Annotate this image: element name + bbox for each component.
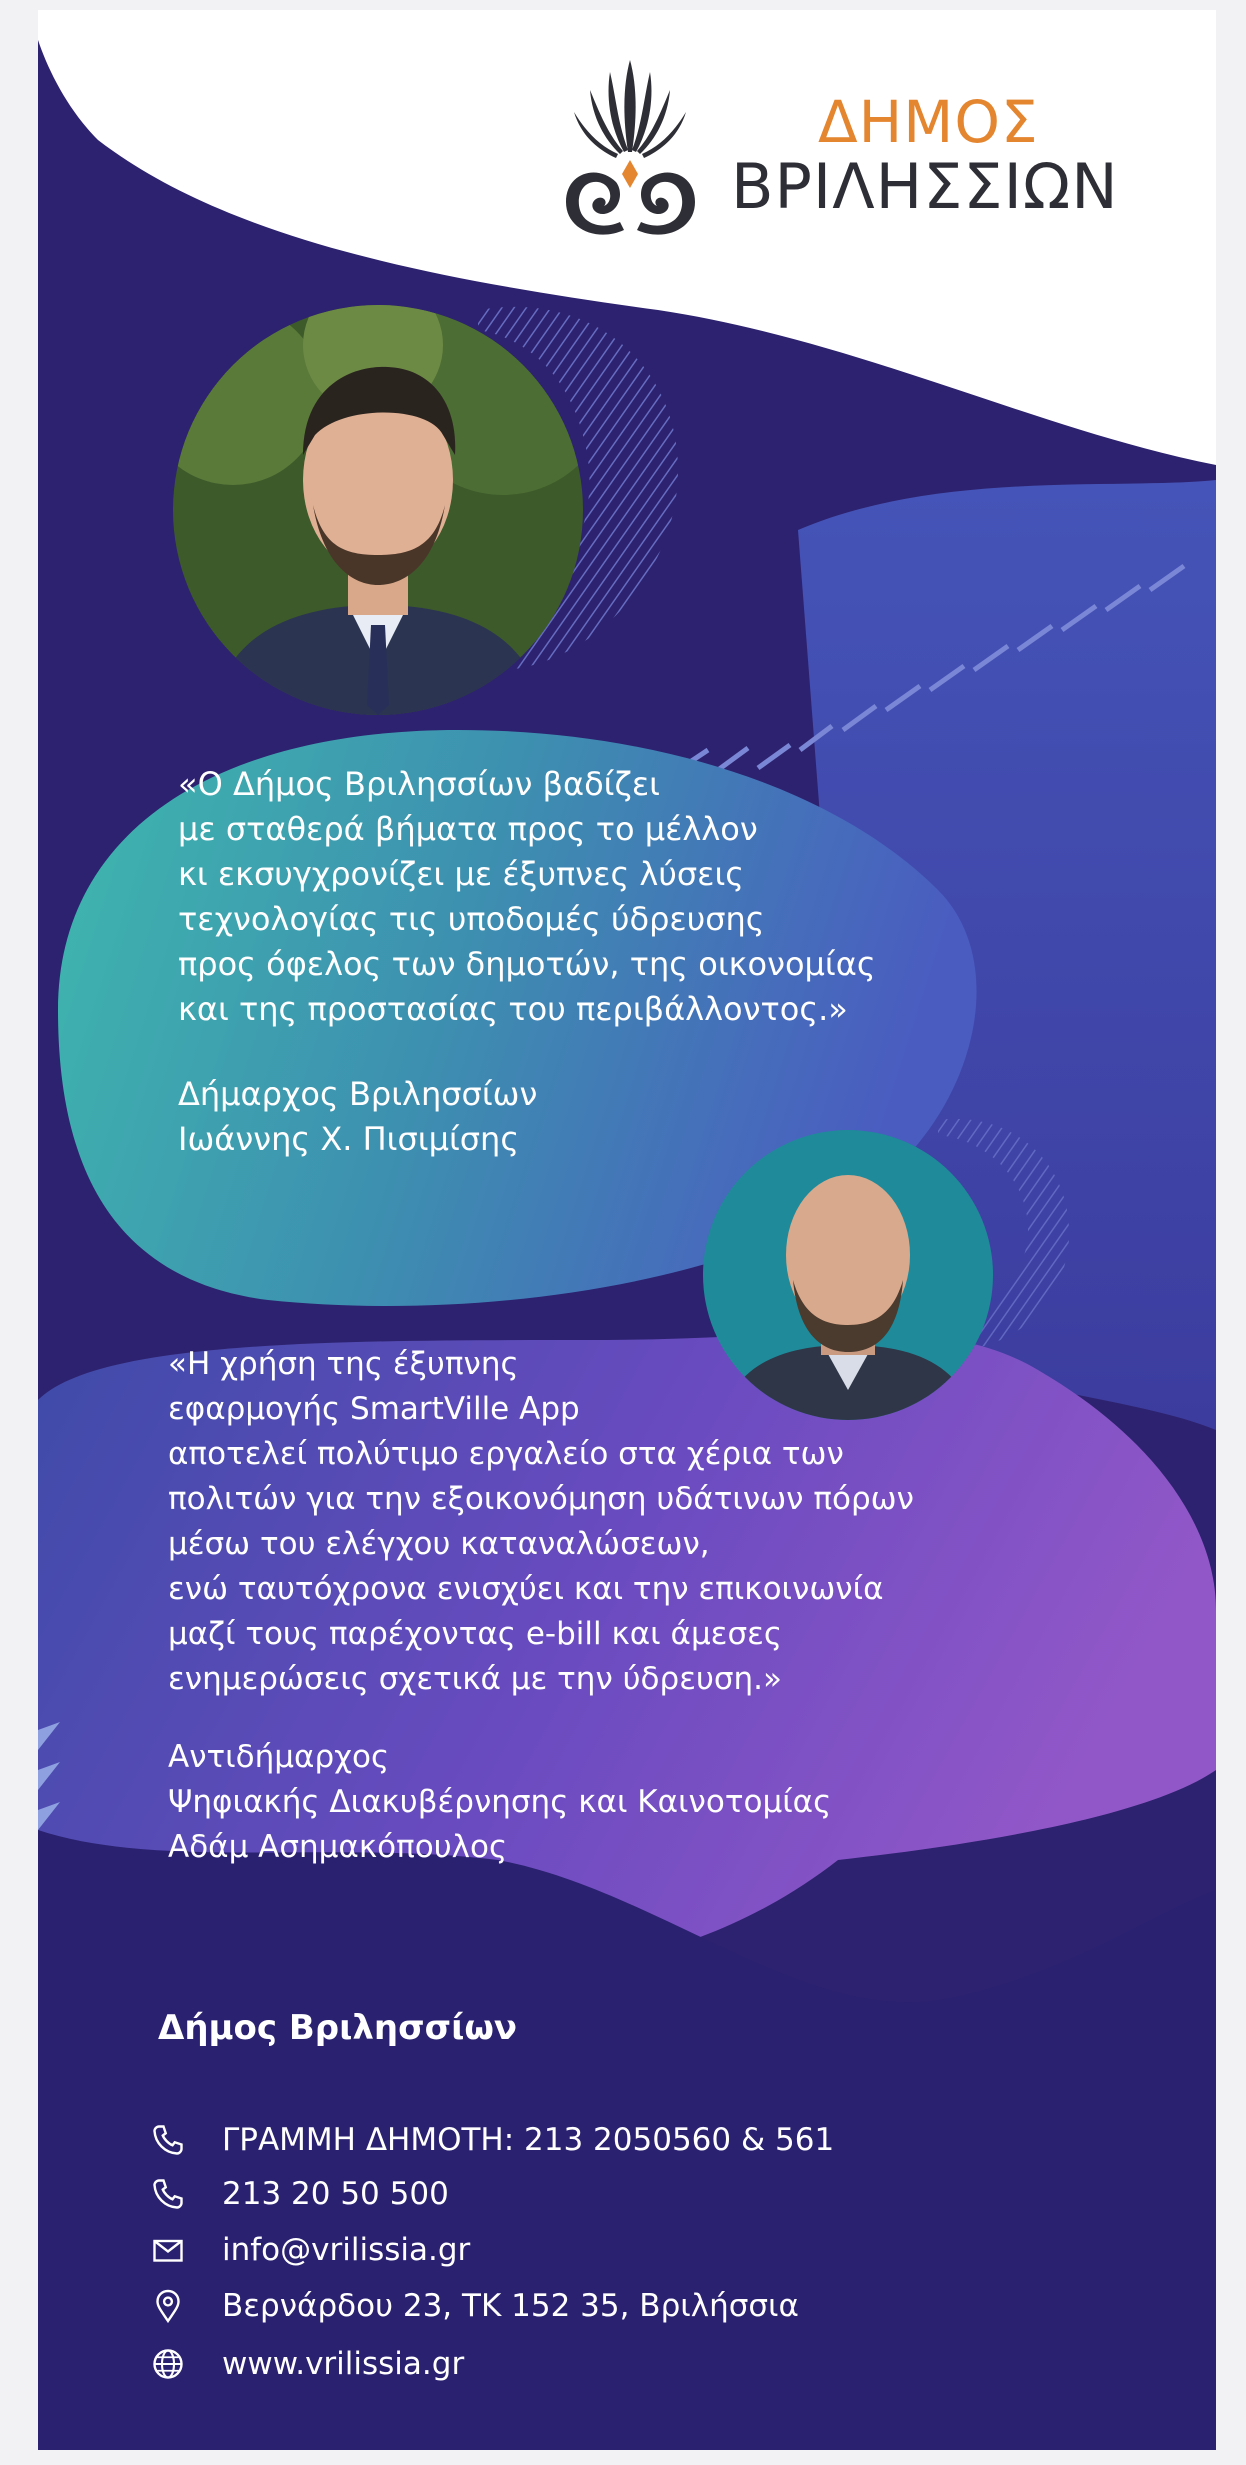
contact-phone-main[interactable] [150,2176,449,2212]
quote-line: πολιτών για την εξοικονόμηση υδάτινων πόρων [168,1481,914,1517]
quote-line: ενώ ταυτόχρονα ενισχύει και την επικοινωνία [168,1571,884,1607]
quote-line: εφαρμογής SmartVille App [168,1391,580,1427]
quote-line: ενημερώσεις σχετικά με την ύδρευση.» [168,1661,783,1697]
quote-line: μαζί τους παρέχοντας e-bill και άμεσες [168,1616,783,1652]
deputy-role-line1: Αντιδήμαρχος [168,1739,390,1775]
deputy-role-line2: Ψηφιακής Διακυβέρνησης και Καινοτομίας [168,1784,832,1820]
logo-title-line2: ΒΡΙΛΗΣΣΙΩΝ [731,150,1119,223]
logo-title-line1: ΔΗΜΟΣ [818,88,1039,156]
deputy-quote [168,1342,914,1702]
quote-line: με σταθερά βήματα προς το μέλλον [178,810,758,848]
mayor-signature [178,1072,537,1162]
globe-icon [150,2346,186,2382]
envelope-icon [150,2232,186,2268]
phone-icon [150,2176,186,2212]
quote-line: τεχνολογίας τις υποδομές ύδρευσης [178,900,765,938]
mayor-name: Ιωάννης Χ. Πισιμίσης [178,1120,520,1158]
quote-line: «Η χρήση της έξυπνης [168,1346,519,1382]
quote-line: μέσω του ελέγχου καταναλώσεων, [168,1526,710,1562]
contact-website[interactable] [150,2346,464,2382]
contact-text: 213 20 50 500 [222,2176,449,2212]
quote-line: «Ο Δήμος Βριλησσίων βαδίζει [178,765,660,803]
location-pin-icon [150,2288,186,2324]
contact-phone-hotline[interactable] [150,2122,834,2158]
quote-line: προς όφελος των δημοτών, της οικονομίας [178,945,876,983]
quote-line: κι εκσυγχρονίζει με έξυπνες λύσεις [178,855,745,893]
contact-email[interactable] [150,2232,470,2268]
contact-text: www.vrilissia.gr [222,2346,465,2382]
mayor-role: Δήμαρχος Βριλησσίων [178,1075,538,1113]
phone-icon [150,2122,186,2158]
flyer [38,10,1216,2450]
deputy-signature [168,1735,831,1870]
quote-line: και της προστασίας του περιβάλλοντος.» [178,990,848,1028]
contact-address[interactable] [150,2288,799,2324]
mayor-quote [178,762,876,1032]
contact-text: ΓΡΑΜΜΗ ΔΗΜΟΤΗ: 213 2050560 & 561 [222,2122,835,2158]
quote-line: αποτελεί πολύτιμο εργαλείο στα χέρια των [168,1436,844,1472]
contact-title: Δήμος Βριλησσίων [158,2008,518,2048]
contact-text: Βερνάρδου 23, ΤΚ 152 35, Βριλήσσια [222,2288,799,2324]
palmette-icon [558,52,703,237]
deputy-name: Αδάμ Ασημακόπουλος [168,1829,508,1865]
background-shapes [38,10,1216,2450]
mayor-photo [173,305,583,715]
contact-text: info@vrilissia.gr [222,2232,471,2268]
